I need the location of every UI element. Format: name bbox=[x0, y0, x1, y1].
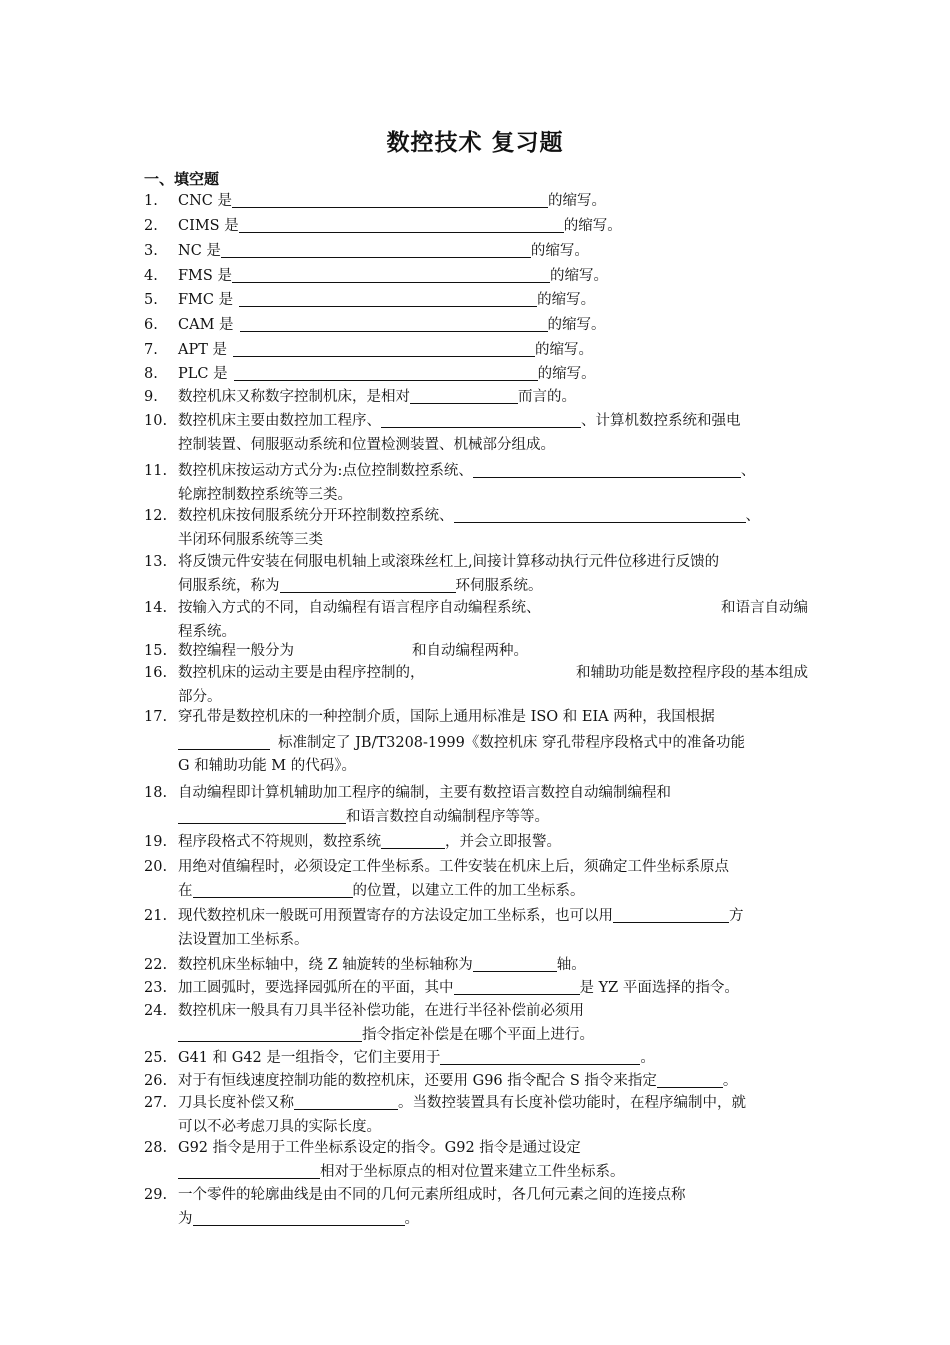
question-11: 11. 数控机床按运动方式分为:点位控制数控系统、 、 轮廓控制数控系统等三类。 bbox=[144, 463, 756, 503]
question-14: 14. 按输入方式的不同，自动编程有语言程序自动编程系统、 和语言自动编 程系统。 bbox=[144, 600, 808, 640]
question-24: 24. 数控机床一般具有刀具半径补偿功能，在进行半径补偿前必须用 指令指定补偿是在哪个平面上进行。 bbox=[144, 1003, 594, 1043]
question-13: 13. 将反馈元件安装在伺服电机轴上或滚珠丝杠上,间接计算移动执行元件位移进行反馈的 伺服系统，称为 环伺服系统。 bbox=[144, 554, 720, 594]
question-7: 7. APT 是 的缩写。 bbox=[144, 342, 594, 358]
answer-blank[interactable] bbox=[280, 577, 456, 593]
question-8: 8. PLC 是 的缩写。 bbox=[144, 366, 596, 382]
answer-blank[interactable] bbox=[454, 507, 746, 523]
question-1: 1. CNC 是 的缩写。 bbox=[144, 193, 606, 209]
question-16: 16. 数控机床的运动主要是由程序控制的， 和辅助功能是数控程序段的基本组成 部分。 bbox=[144, 665, 808, 705]
answer-blank[interactable] bbox=[294, 1094, 398, 1110]
answer-blank[interactable] bbox=[234, 365, 538, 381]
answer-blank[interactable] bbox=[657, 1072, 723, 1088]
answer-blank[interactable] bbox=[178, 808, 346, 824]
question-12: 12. 数控机床按伺服系统分开环控制数控系统、 、 半闭环伺服系统等三类 bbox=[144, 508, 760, 548]
question-29: 29. 一个零件的轮廓曲线是由不同的几何元素所组成时，各几何元素之间的连接点称 为 。 bbox=[144, 1187, 686, 1227]
question-5: 5. FMC 是 的缩写。 bbox=[144, 292, 596, 308]
question-9: 9. 数控机床又称数字控制机床，是相对 而言的。 bbox=[144, 389, 576, 405]
question-20: 20. 用绝对值编程时，必须设定工件坐标系。工件安装在机床上后，须确定工件坐标系原点 在 的位置，以建立工件的加工坐标系。 bbox=[144, 859, 729, 899]
question-4: 4. FMS 是 的缩写。 bbox=[144, 268, 608, 284]
answer-blank[interactable] bbox=[193, 1210, 405, 1226]
answer-blank[interactable] bbox=[232, 267, 550, 283]
answer-blank[interactable] bbox=[193, 882, 353, 898]
question-18: 18. 自动编程即计算机辅助加工程序的编制，主要有数控语言数控自动编制编程和 和语言数控自动编制程序等等。 bbox=[144, 785, 671, 825]
answer-blank[interactable] bbox=[410, 388, 518, 404]
question-21: 21. 现代数控机床一般既可用预置寄存的方法设定加工坐标系，也可以用 方 法设置加工坐标系。 bbox=[144, 908, 744, 948]
answer-blank[interactable] bbox=[240, 316, 548, 332]
question-6: 6. CAM 是 的缩写。 bbox=[144, 317, 606, 333]
page-title: 数控技术 复习题 bbox=[386, 130, 564, 156]
question-28: 28. G92 指令是用于工件坐标系设定的指令。G92 指令是通过设定 相对于坐标原点的相对位置来建立工件坐标系。 bbox=[144, 1140, 625, 1180]
answer-blank[interactable] bbox=[239, 291, 537, 307]
question-25: 25. G41 和 G42 是一组指令，它们主要用于 。 bbox=[144, 1050, 655, 1066]
answer-blank[interactable] bbox=[178, 1163, 320, 1179]
answer-blank[interactable] bbox=[232, 192, 548, 208]
answer-blank[interactable] bbox=[239, 217, 564, 233]
answer-blank[interactable] bbox=[221, 242, 531, 258]
question-15: 15. 数控编程一般分为 和自动编程两种。 bbox=[144, 643, 528, 659]
question-17: 17. 穿孔带是数控机床的一种控制介质，国际上通用标准是 ISO 和 EIA 两种，我国根据 标准制定了 JB/T3208-1999《数控机床 穿孔带程序段格式中的准备功能 G 和辅助功能 M 的代码》。 bbox=[144, 709, 745, 774]
answer-blank[interactable] bbox=[233, 341, 535, 357]
answer-blank[interactable] bbox=[473, 462, 741, 478]
question-3: 3. NC 是 的缩写。 bbox=[144, 243, 589, 259]
question-19: 19. 程序段格式不符规则，数控系统 ，并会立即报警。 bbox=[144, 834, 561, 850]
question-27: 27. 刀具长度补偿又称 。当数控装置具有长度补偿功能时，在程序编制中，就 可以不必考虑刀具的实际长度。 bbox=[144, 1095, 746, 1135]
question-26: 26. 对于有恒线速度控制功能的数控机床，还要用 G96 指令配合 S 指令来指定 。 bbox=[144, 1073, 738, 1089]
answer-blank[interactable] bbox=[613, 907, 729, 923]
answer-blank[interactable] bbox=[178, 1026, 362, 1042]
question-22: 22. 数控机床坐标轴中，绕 Z 轴旋转的坐标轴称为 轴。 bbox=[144, 957, 586, 973]
answer-blank[interactable] bbox=[381, 833, 445, 849]
question-23: 23. 加工圆弧时，要选择园弧所在的平面，其中 是 YZ 平面选择的指令。 bbox=[144, 980, 739, 996]
section-heading: 一、填空题 bbox=[144, 170, 220, 188]
answer-blank[interactable] bbox=[178, 734, 270, 750]
answer-blank[interactable] bbox=[473, 956, 557, 972]
question-2: 2. CIMS 是 的缩写。 bbox=[144, 218, 622, 234]
question-10: 10. 数控机床主要由数控加工程序、 、计算机数控系统和强电 控制装置、伺服驱动系统和位置检测装置、机械部分组成。 bbox=[144, 413, 741, 453]
answer-blank[interactable] bbox=[440, 1049, 640, 1065]
answer-blank[interactable] bbox=[454, 979, 580, 995]
answer-blank[interactable] bbox=[381, 412, 581, 428]
